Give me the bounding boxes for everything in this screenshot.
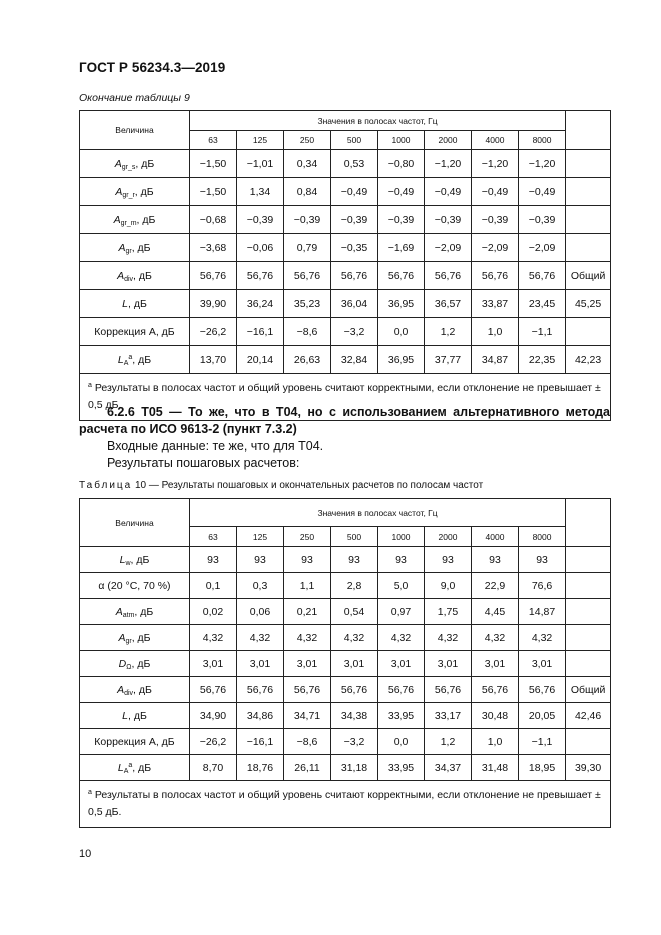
quantity-label: α (20 °С, 70 %) [98,579,171,592]
quantity-subscript: A [123,359,129,367]
quantity-symbol: L [122,297,128,310]
quantity-cell [80,234,190,262]
quantity-cell [80,290,190,318]
quantity-subscript: gr [125,247,132,255]
quantity-label: Коррекция А, дБ [94,735,175,748]
value-cell: 56,76 [472,677,519,703]
total-cell: Общий [566,677,611,703]
value-cell: 0,53 [331,150,378,178]
frequency-63: 63 [190,131,237,150]
value-cell: 56,76 [190,677,237,703]
quantity-subscript: div [124,689,134,697]
value-cell: 4,32 [519,625,566,651]
frequency-500: 500 [331,527,378,547]
value-cell: 39,90 [190,290,237,318]
value-cell: 34,38 [331,703,378,729]
quantity-superscript: a [128,353,133,361]
value-cell: 36,04 [331,290,378,318]
footnote-text: Результаты в полосах частот и общий уровень считают корректными, если отклонение не превышает ± 0,5 дБ. [88,382,601,411]
value-cell: −2,09 [519,234,566,262]
table-10-caption [79,480,483,491]
quantity-symbol: A [117,683,125,696]
header-row-top [80,499,611,527]
frequency-63: 63 [190,527,237,547]
value-cell: 36,95 [378,290,425,318]
quantity-symbol: A [115,185,123,198]
value-cell: 56,76 [425,677,472,703]
value-cell: −3,2 [331,729,378,755]
value-cell: 56,76 [472,262,519,290]
value-cell: 56,76 [425,262,472,290]
frequency-span-header: Значения в полосах частот, Гц [190,111,566,131]
value-cell: 3,01 [425,651,472,677]
value-cell: −0,49 [472,178,519,206]
value-cell: 93 [331,547,378,573]
quantity-symbol: L [117,353,124,366]
total-cell: 42,23 [566,346,611,374]
total-cell [566,234,611,262]
value-cell: 34,90 [190,703,237,729]
total-cell: 45,25 [566,290,611,318]
footnote-mark: a [88,789,92,796]
value-cell: 93 [237,547,284,573]
value-cell: −2,09 [425,234,472,262]
total-cell: Общий [566,262,611,290]
table-row [80,346,611,374]
value-cell: 14,87 [519,599,566,625]
value-cell: 56,76 [378,677,425,703]
total-cell: 42,46 [566,703,611,729]
value-cell: −0,49 [331,178,378,206]
value-cell: −1,01 [237,150,284,178]
value-cell: 93 [190,547,237,573]
footnote-text: Результаты в полосах частот и общий уровень считают корректными, если отклонение не превышает ± 0,5 дБ. [88,789,601,818]
value-cell: −0,39 [237,206,284,234]
value-cell: 0,34 [284,150,331,178]
value-cell: 1,0 [472,729,519,755]
quantity-cell [80,178,190,206]
value-cell: 2,8 [331,573,378,599]
value-cell: 18,95 [519,755,566,781]
value-cell: 56,76 [519,677,566,703]
total-header-blank [566,111,611,150]
quantity-subscript: div [124,275,134,283]
value-cell: 3,01 [237,651,284,677]
quantity-header: Величина [80,499,190,547]
table-10-caption-word: Таблица [79,480,133,491]
quantity-unit: , дБ [134,185,154,198]
value-cell: −3,2 [331,318,378,346]
value-cell: 23,45 [519,290,566,318]
quantity-symbol: L [117,761,124,774]
value-cell: 1,75 [425,599,472,625]
value-cell: 31,18 [331,755,378,781]
total-cell [566,206,611,234]
value-cell: 56,76 [331,677,378,703]
total-cell [566,178,611,206]
value-cell: 22,9 [472,573,519,599]
value-cell: 93 [284,547,331,573]
value-cell: 9,0 [425,573,472,599]
quantity-subscript: gr_r [122,191,135,199]
value-cell: 1,34 [237,178,284,206]
value-cell: 30,48 [472,703,519,729]
value-cell: 5,0 [378,573,425,599]
value-cell: 3,01 [519,651,566,677]
frequency-250: 250 [284,527,331,547]
value-cell: 32,84 [331,346,378,374]
value-cell: 3,01 [284,651,331,677]
quantity-cell [80,729,190,755]
table-row [80,262,611,290]
quantity-symbol: A [117,269,125,282]
quantity-cell [80,599,190,625]
value-cell: −1,20 [519,150,566,178]
value-cell: −0,39 [331,206,378,234]
table-row [80,599,611,625]
value-cell: 34,37 [425,755,472,781]
table-row [80,755,611,781]
quantity-unit: , дБ [131,631,151,644]
value-cell: 34,71 [284,703,331,729]
total-cell [566,625,611,651]
value-cell: 56,76 [284,262,331,290]
value-cell: 8,70 [190,755,237,781]
quantity-unit: , дБ [135,157,155,170]
value-cell: −0,80 [378,150,425,178]
quantity-cell [80,262,190,290]
value-cell: −1,1 [519,729,566,755]
value-cell: 4,45 [472,599,519,625]
table-row [80,234,611,262]
table-row [80,703,611,729]
frequency-4000: 4000 [472,527,519,547]
table-10 [79,498,611,828]
value-cell: −0,49 [378,178,425,206]
quantity-symbol: A [114,157,122,170]
quantity-cell [80,318,190,346]
quantity-subscript: A [123,767,129,775]
total-cell [566,150,611,178]
value-cell: 0,21 [284,599,331,625]
frequency-8000: 8000 [519,131,566,150]
frequency-1000: 1000 [378,527,425,547]
table-footnote [80,781,611,828]
value-cell: 56,76 [519,262,566,290]
table-row [80,729,611,755]
value-cell: 93 [472,547,519,573]
quantity-cell [80,651,190,677]
value-cell: 26,11 [284,755,331,781]
value-cell: 76,6 [519,573,566,599]
document-header: ГОСТ Р 56234.3—2019 [79,60,226,75]
footnote-mark: a [88,382,92,389]
quantity-unit: , дБ [131,657,151,670]
value-cell: 1,2 [425,318,472,346]
value-cell: 0,02 [190,599,237,625]
quantity-label: Коррекция А, дБ [94,325,175,338]
table-row [80,651,611,677]
value-cell: 31,48 [472,755,519,781]
value-cell: −0,35 [331,234,378,262]
value-cell: 35,23 [284,290,331,318]
value-cell: −3,68 [190,234,237,262]
value-cell: 0,3 [237,573,284,599]
value-cell: 0,06 [237,599,284,625]
value-cell: 20,14 [237,346,284,374]
value-cell: −0,06 [237,234,284,262]
table-row [80,625,611,651]
table-row [80,150,611,178]
value-cell: 20,05 [519,703,566,729]
value-cell: 56,76 [284,677,331,703]
frequency-span-header: Значения в полосах частот, Гц [190,499,566,527]
frequency-8000: 8000 [519,527,566,547]
quantity-subscript: atm [122,611,135,619]
input-data-paragraph: Входные данные: те же, что для Т04. [107,439,324,453]
value-cell: 56,76 [190,262,237,290]
table-9-end [79,110,611,421]
quantity-symbol: D [118,657,127,670]
quantity-superscript: a [128,761,133,769]
value-cell: 56,76 [378,262,425,290]
value-cell: −2,09 [472,234,519,262]
value-cell: −8,6 [284,729,331,755]
quantity-symbol: A [118,241,126,254]
total-header-blank [566,499,611,547]
value-cell: −1,1 [519,318,566,346]
total-cell [566,599,611,625]
value-cell: 93 [425,547,472,573]
table-row [80,206,611,234]
value-cell: 33,87 [472,290,519,318]
value-cell: −1,20 [425,150,472,178]
value-cell: −0,39 [472,206,519,234]
value-cell: −0,49 [425,178,472,206]
frequency-250: 250 [284,131,331,150]
table-10-caption-text: 10 — Результаты пошаговых и окончательных расчетов по полосам частот [132,480,484,491]
table-row [80,547,611,573]
value-cell: 34,86 [237,703,284,729]
frequency-4000: 4000 [472,131,519,150]
quantity-subscript: gr_s [121,163,136,171]
quantity-unit: , дБ [133,269,152,282]
quantity-unit: , дБ [136,213,156,226]
value-cell: 0,1 [190,573,237,599]
table-9-end-caption: Окончание таблицы 9 [79,92,190,104]
value-cell: 18,76 [237,755,284,781]
quantity-unit: , дБ [131,241,151,254]
value-cell: 56,76 [331,262,378,290]
value-cell: 36,57 [425,290,472,318]
value-cell: 26,63 [284,346,331,374]
quantity-symbol: A [113,213,121,226]
value-cell: 1,0 [472,318,519,346]
value-cell: 56,76 [237,677,284,703]
page-number: 10 [79,848,92,860]
value-cell: −16,1 [237,318,284,346]
value-cell: −1,50 [190,178,237,206]
quantity-subscript: w [125,559,131,567]
value-cell: 4,32 [425,625,472,651]
table-row [80,290,611,318]
value-cell: −26,2 [190,729,237,755]
value-cell: 33,95 [378,755,425,781]
frequency-125: 125 [237,131,284,150]
value-cell: 1,1 [284,573,331,599]
value-cell: 93 [519,547,566,573]
value-cell: 93 [378,547,425,573]
total-cell [566,318,611,346]
frequency-2000: 2000 [425,527,472,547]
quantity-unit: , дБ [132,761,152,774]
quantity-cell [80,573,190,599]
value-cell: −16,1 [237,729,284,755]
value-cell: −26,2 [190,318,237,346]
value-cell: 56,76 [237,262,284,290]
value-cell: 3,01 [378,651,425,677]
quantity-symbol: L [119,553,126,566]
value-cell: 3,01 [190,651,237,677]
quantity-cell [80,677,190,703]
value-cell: 4,32 [190,625,237,651]
quantity-unit: , дБ [133,683,152,696]
value-cell: 4,32 [284,625,331,651]
total-cell [566,729,611,755]
value-cell: 13,70 [190,346,237,374]
value-cell: 4,32 [378,625,425,651]
value-cell: 37,77 [425,346,472,374]
quantity-subscript: gr_m [120,219,137,227]
quantity-symbol: A [115,605,123,618]
quantity-header: Величина [80,111,190,150]
table-row [80,573,611,599]
value-cell: −8,6 [284,318,331,346]
value-cell: 0,79 [284,234,331,262]
value-cell: 3,01 [331,651,378,677]
quantity-cell [80,206,190,234]
quantity-symbol: A [118,631,126,644]
table-body [80,111,611,374]
table-row [80,178,611,206]
value-cell: −0,39 [519,206,566,234]
value-cell: 3,01 [472,651,519,677]
value-cell: −0,39 [378,206,425,234]
value-cell: −1,50 [190,150,237,178]
quantity-unit: , дБ [134,605,154,618]
frequency-1000: 1000 [378,131,425,150]
quantity-cell [80,346,190,374]
value-cell: −0,49 [519,178,566,206]
total-cell [566,547,611,573]
quantity-cell [80,547,190,573]
quantity-subscript: gr [125,637,132,645]
value-cell: 0,97 [378,599,425,625]
value-cell: −0,68 [190,206,237,234]
frequency-500: 500 [331,131,378,150]
quantity-unit: , дБ [127,709,147,722]
total-cell: 39,30 [566,755,611,781]
value-cell: 0,84 [284,178,331,206]
quantity-cell [80,703,190,729]
value-cell: −1,20 [472,150,519,178]
table-row [80,318,611,346]
quantity-symbol: L [122,709,128,722]
value-cell: 22,35 [519,346,566,374]
value-cell: −0,39 [284,206,331,234]
value-cell: 1,2 [425,729,472,755]
value-cell: 4,32 [237,625,284,651]
quantity-cell [80,755,190,781]
value-cell: −0,39 [425,206,472,234]
section-6-2-6 [79,404,610,472]
value-cell: 4,32 [331,625,378,651]
value-cell: 36,95 [378,346,425,374]
table-body [80,499,611,781]
value-cell: 33,17 [425,703,472,729]
quantity-unit: , дБ [132,353,152,366]
header-row-top [80,111,611,131]
section-heading: 6.2.6 Т05 — То же, что в Т04, но с использованием альтернативного метода расчета по ИСО 9613-2 (пункт 7.3.2) [79,405,610,436]
total-cell [566,651,611,677]
quantity-unit: , дБ [130,553,150,566]
quantity-subscript: Ω [126,663,132,671]
table-row [80,677,611,703]
value-cell: 34,87 [472,346,519,374]
quantity-cell [80,625,190,651]
value-cell: 4,32 [472,625,519,651]
results-paragraph: Результаты пошаговых расчетов: [107,456,300,470]
value-cell: 36,24 [237,290,284,318]
frequency-125: 125 [237,527,284,547]
quantity-unit: , дБ [127,297,147,310]
quantity-cell [80,150,190,178]
value-cell: 33,95 [378,703,425,729]
value-cell: 0,54 [331,599,378,625]
value-cell: 0,0 [378,729,425,755]
value-cell: −1,69 [378,234,425,262]
value-cell: 0,0 [378,318,425,346]
total-cell [566,573,611,599]
frequency-2000: 2000 [425,131,472,150]
